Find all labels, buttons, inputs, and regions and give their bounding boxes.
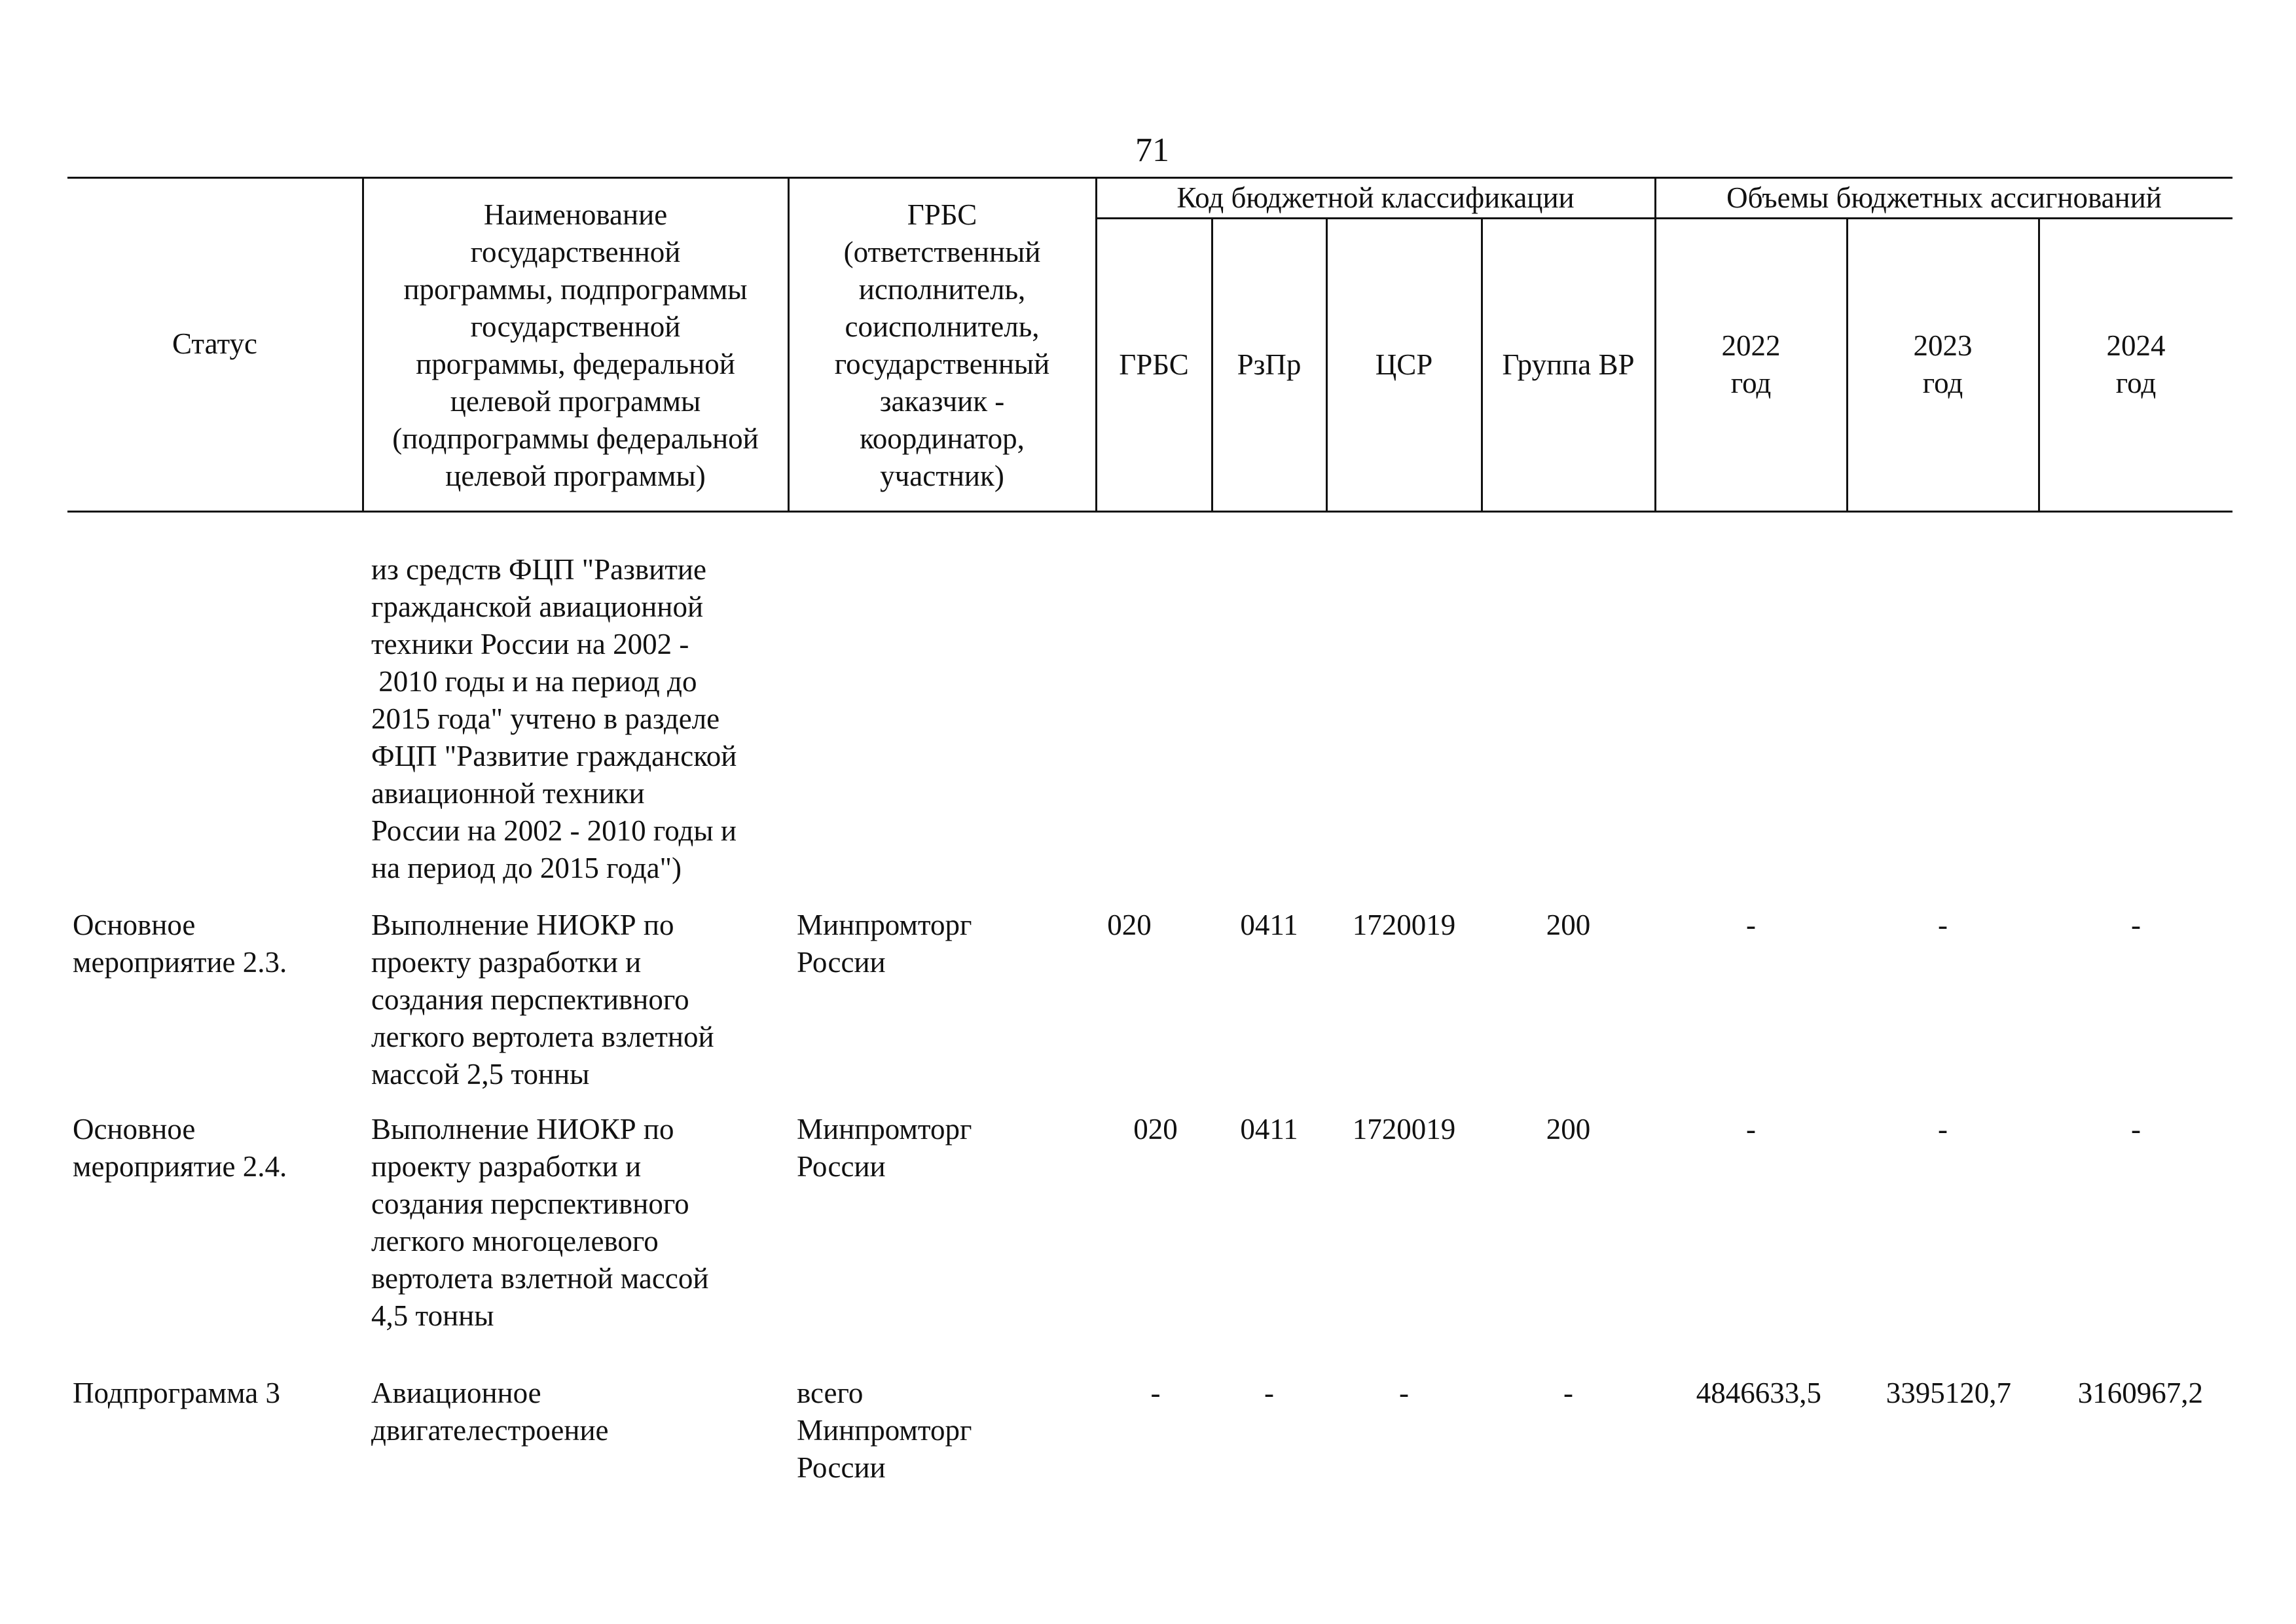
row-executor [797, 1375, 1091, 1487]
note-line: 2015 года" учтено в разделе [371, 702, 720, 735]
name-line: двигателестроение [371, 1414, 609, 1447]
executor-line: Минпромторг [797, 1113, 972, 1146]
header-subgroup-rule [1097, 217, 2232, 219]
page-number: 71 [1135, 132, 1169, 169]
header-kbk-vr: Группа ВР [1502, 348, 1635, 381]
header-line: координатор, [860, 422, 1025, 455]
row-2022: 4846633,5 [1696, 1377, 1821, 1409]
note-line: техники России на 2002 - [371, 628, 689, 660]
header-line: участник) [880, 460, 1004, 492]
row-executor [797, 1111, 1091, 1185]
name-line: Выполнение НИОКР по [371, 1113, 674, 1146]
row-2023: - [1938, 1113, 1948, 1146]
header-line: целевой программы) [445, 460, 706, 492]
row-status [73, 907, 361, 981]
name-line: создания перспективного [371, 983, 689, 1016]
row-rzpr: - [1264, 1377, 1274, 1409]
note-line: России на 2002 - 2010 годы и [371, 814, 737, 847]
executor-line: России [797, 1150, 886, 1183]
row-csr: 1720019 [1352, 1113, 1456, 1146]
row-2024: - [2131, 909, 2141, 941]
row-name [371, 1375, 790, 1449]
header-kbk-grbs: ГРБС [1119, 348, 1189, 381]
note-line: на период до 2015 года") [371, 852, 682, 884]
header-line: государственной [470, 310, 681, 343]
note-line: гражданской авиационной [371, 590, 704, 623]
row-grbs: 020 [1107, 909, 1152, 941]
continuation-note [371, 551, 790, 887]
header-status: Статус [172, 327, 257, 360]
header-program-name [363, 196, 788, 495]
note-line: из средств ФЦП "Развитие [371, 553, 706, 586]
header-year-2022 [1656, 327, 1846, 402]
header-year-2024 [2039, 327, 2232, 402]
row-2023: - [1938, 909, 1948, 941]
header-line: программы, подпрограммы [403, 273, 748, 306]
row-2023: 3395120,7 [1886, 1377, 2011, 1409]
row-2024: - [2131, 1113, 2141, 1146]
row-rzpr: 0411 [1240, 1113, 1298, 1146]
name-line: создания перспективного [371, 1187, 689, 1220]
header-line: целевой программы [450, 385, 701, 418]
row-csr: 1720019 [1352, 909, 1456, 941]
row-csr: - [1399, 1377, 1409, 1409]
header-year-unit: год [1922, 367, 1963, 399]
note-line: ФЦП "Развитие гражданской [371, 740, 737, 772]
header-kbk-csr: ЦСР [1375, 348, 1433, 381]
row-vr: - [1563, 1377, 1573, 1409]
row-grbs: - [1150, 1377, 1161, 1409]
header-line: исполнитель, [858, 273, 1026, 306]
row-name [371, 1111, 790, 1335]
header-year-unit: год [2115, 367, 2157, 399]
row-executor [797, 907, 1091, 981]
header-bottom-rule [67, 511, 2232, 513]
status-line: Подпрограмма 3 [73, 1377, 280, 1409]
name-line: проекту разработки и [371, 946, 642, 979]
status-line: мероприятие 2.3. [73, 946, 287, 979]
header-line: заказчик - [879, 385, 1005, 418]
name-line: вертолета взлетной массой [371, 1262, 709, 1295]
header-line: ГРБС [907, 198, 977, 231]
name-line: Авиационное [371, 1377, 541, 1409]
row-grbs: 020 [1133, 1113, 1178, 1146]
status-line: мероприятие 2.4. [73, 1150, 287, 1183]
header-volumes-group: Объемы бюджетных ассигнований [1726, 181, 2162, 214]
row-rzpr: 0411 [1240, 909, 1298, 941]
name-line: легкого вертолета взлетной [371, 1020, 714, 1053]
row-2022: - [1746, 909, 1756, 941]
row-status [73, 1111, 361, 1185]
row-vr: 200 [1546, 1113, 1591, 1146]
name-line: проекту разработки и [371, 1150, 642, 1183]
header-year: 2024 [2106, 329, 2166, 362]
header-top-rule [67, 177, 2232, 179]
header-year-2023 [1848, 327, 2038, 402]
executor-line: Минпромторг [797, 909, 972, 941]
row-status [73, 1375, 361, 1412]
header-kbk-rzpr: РзПр [1237, 348, 1302, 381]
header-line: (ответственный [843, 236, 1041, 268]
header-line: (подпрограммы федеральной [392, 422, 759, 455]
header-year: 2023 [1913, 329, 1973, 362]
name-line: массой 2,5 тонны [371, 1058, 590, 1091]
row-name [371, 907, 790, 1093]
row-2024: 3160967,2 [2077, 1377, 2203, 1409]
note-line: авиационной техники [371, 777, 645, 810]
header-line: программы, федеральной [416, 348, 735, 380]
header-kbk-group: Код бюджетной классификации [1176, 181, 1575, 214]
name-line: Выполнение НИОКР по [371, 909, 674, 941]
row-2022: - [1746, 1113, 1756, 1146]
executor-line: Минпромторг [797, 1414, 972, 1447]
status-line: Основное [73, 909, 196, 941]
header-year: 2022 [1721, 329, 1781, 362]
header-line: государственный [834, 348, 1050, 380]
status-line: Основное [73, 1113, 196, 1146]
name-line: легкого многоцелевого [371, 1225, 659, 1257]
header-grbs-executor [789, 196, 1095, 495]
header-year-unit: год [1730, 367, 1772, 399]
row-vr: 200 [1546, 909, 1591, 941]
executor-line: России [797, 946, 886, 979]
note-line: 2010 годы и на период до [371, 665, 697, 698]
header-line: государственной [470, 236, 681, 268]
col-divider [1095, 177, 1097, 511]
executor-line: России [797, 1451, 886, 1484]
name-line: 4,5 тонны [371, 1299, 494, 1332]
header-line: соисполнитель, [845, 310, 1040, 343]
header-line: Наименование [483, 198, 668, 231]
executor-line: всего [797, 1377, 864, 1409]
